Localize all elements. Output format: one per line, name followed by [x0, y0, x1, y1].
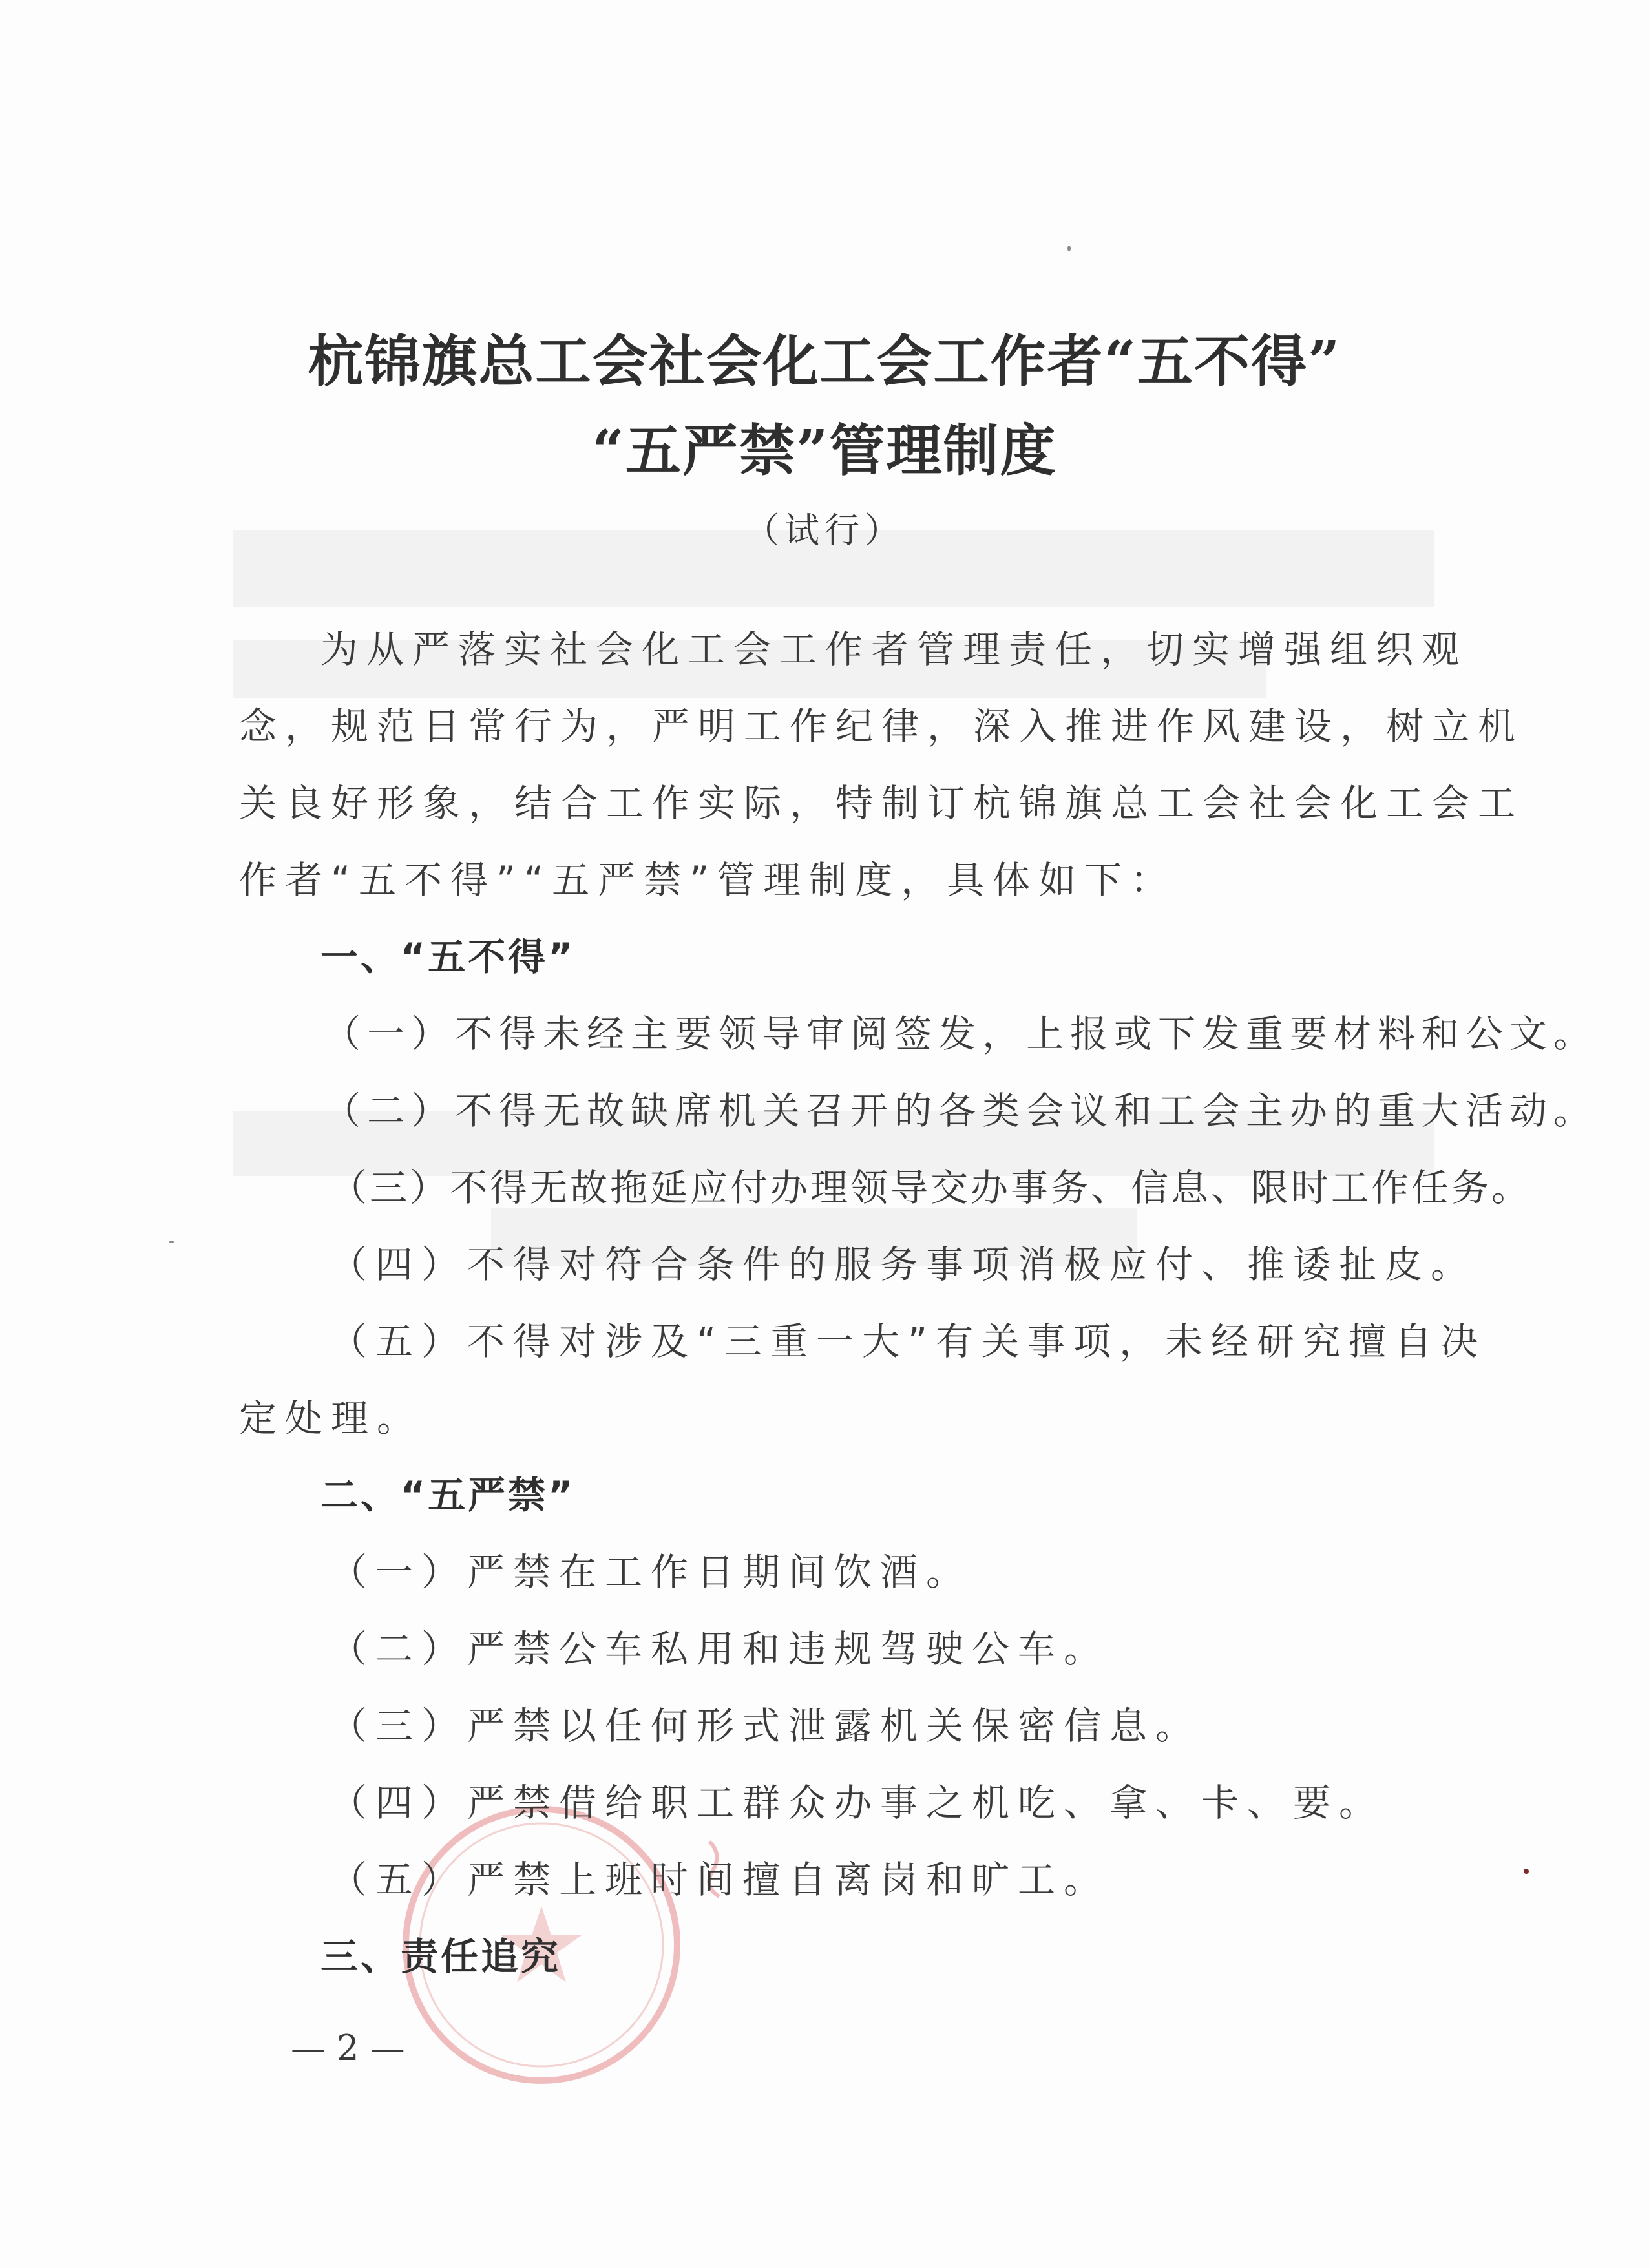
page-number: — 2 —: [291, 2028, 405, 2068]
list-item: （四）严禁借给职工群众办事之机吃、拿、卡、要。: [330, 1781, 1385, 1825]
intro-line: 为从严落实社会化工会工作者管理责任，切实增强组织观: [320, 627, 1468, 671]
section-heading-wuyanjin: 二、“五严禁”: [320, 1473, 576, 1517]
list-item: （五）不得对涉及“三重一大”有关事项，未经研究擅自决: [330, 1319, 1487, 1363]
document-subtitle: （试行）: [744, 510, 905, 551]
section-heading-wubude: 一、“五不得”: [320, 935, 576, 979]
list-item: （二）严禁公车私用和违规驾驶公车。: [330, 1627, 1110, 1671]
intro-line: 作者“五不得”“五严禁”管理制度，具体如下：: [239, 858, 1177, 902]
document-title-line-2: “五严禁”管理制度: [592, 418, 1057, 483]
list-item: （二）不得无故缺席机关召开的各类会议和工会主办的重大活动。: [323, 1089, 1598, 1133]
list-item: （三）严禁以任何形式泄露机关保密信息。: [330, 1704, 1202, 1748]
list-item: （一）不得未经主要领导审阅签发，上报或下发重要材料和公文。: [323, 1012, 1598, 1056]
intro-line: 关良好形象，结合工作实际，特制订杭锦旗总工会社会化工会工: [239, 781, 1524, 825]
list-item-continuation: 定处理。: [239, 1396, 423, 1440]
list-item: （四）不得对符合条件的服务事项消极应付、推诿扯皮。: [330, 1243, 1477, 1286]
intro-line: 念，规范日常行为，严明工作纪律，深入推进作风建设，树立机: [239, 704, 1524, 748]
list-item: （三）不得无故拖延应付办理领导交办事务、信息、限时工作任务。: [330, 1166, 1532, 1210]
section-heading-zerenzhuijiu: 三、责任追究: [320, 1935, 562, 1979]
document-title-line-1: 杭锦旗总工会社会化工会工作者“五不得”: [308, 329, 1341, 394]
list-item: （五）严禁上班时间擅自离岗和旷工。: [330, 1858, 1110, 1902]
list-item: （一）严禁在工作日期间饮酒。: [330, 1550, 972, 1594]
